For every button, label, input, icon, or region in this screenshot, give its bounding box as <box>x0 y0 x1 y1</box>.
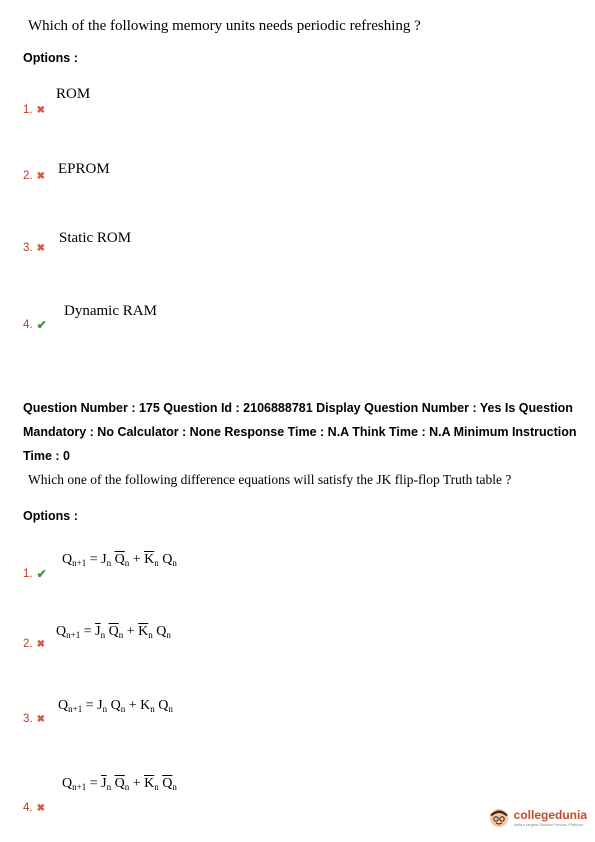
q1-option-3-text: Static ROM <box>59 230 132 246</box>
collegedunia-logo <box>488 806 587 828</box>
question-meta <box>23 396 583 468</box>
eq-plus: + <box>126 624 135 639</box>
eq-symbol: J <box>97 698 103 713</box>
q2-option-3-label: 3. <box>23 713 33 725</box>
q1-option-4-text: Dynamic RAM <box>64 303 157 319</box>
eq-sign: = <box>89 776 98 791</box>
q2-option-2-equation <box>56 624 171 640</box>
eq-plus: + <box>132 552 141 567</box>
q1-option-1-text: ROM <box>56 86 91 102</box>
eq-symbol: Q <box>162 552 173 567</box>
eq-symbol: J <box>101 552 107 567</box>
question-2-text: Which one of the following difference equations will satisfy the JK flip-flop Truth table ? <box>28 472 512 487</box>
eq-symbol-bar: $\overline{Q}$ <box>108 624 119 639</box>
cross-icon: ✖ <box>36 242 45 254</box>
eq-symbol-bar: $\overline{K}$ <box>144 776 155 791</box>
eq-subscript: n <box>106 782 112 792</box>
logo-name: collegedunia <box>513 807 587 822</box>
q2-option-1-equation <box>62 552 177 568</box>
check-icon: ✔ <box>36 567 47 581</box>
q2-option-4-equation <box>62 776 177 792</box>
eq-sign: = <box>85 698 94 713</box>
eq-subscript: n <box>168 704 173 714</box>
q1-option-1-number <box>23 104 45 116</box>
mascot-icon <box>488 806 510 828</box>
eq-subscript: n <box>154 782 159 792</box>
eq-symbol-bar: $\overline{J}$ <box>101 776 107 791</box>
eq-sign: = <box>89 552 98 567</box>
q2-option-1-label: 1. <box>23 568 33 580</box>
eq-subscript: n <box>150 704 155 714</box>
eq-subscript: n <box>172 558 177 568</box>
q1-option-4-label: 4. <box>23 319 33 331</box>
eq-symbol-bar: $\overline{Q}$ <box>114 776 125 791</box>
eq-symbol: Q <box>110 698 121 713</box>
eq-subscript: n <box>166 630 171 640</box>
eq-symbol: Q <box>58 698 69 713</box>
q1-option-1-label: 1. <box>23 104 33 116</box>
q2-option-4-label: 4. <box>23 802 33 814</box>
eq-subscript: n <box>124 558 130 568</box>
q1-option-2-label: 2. <box>23 170 33 182</box>
eq-subscript: n <box>102 704 108 714</box>
eq-subscript: n <box>118 630 124 640</box>
eq-symbol: Q <box>56 624 67 639</box>
eq-symbol-bar: $\overline{K}$ <box>138 624 149 639</box>
eq-symbol: Q <box>156 624 167 639</box>
eq-symbol-bar: $\overline{Q}$ <box>162 776 173 791</box>
options-label-2: Options : <box>23 509 78 523</box>
cross-icon: ✖ <box>36 104 45 116</box>
eq-sign: = <box>83 624 92 639</box>
eq-symbol: Q <box>158 698 169 713</box>
eq-subscript: n+1 <box>66 630 81 640</box>
cross-icon: ✖ <box>36 802 45 814</box>
eq-subscript: n+1 <box>68 704 83 714</box>
eq-subscript: n <box>148 630 153 640</box>
eq-symbol-bar: $\overline{Q}$ <box>114 552 125 567</box>
eq-subscript: n <box>120 704 126 714</box>
q1-option-3-label: 3. <box>23 242 33 254</box>
check-icon: ✔ <box>36 318 47 332</box>
eq-subscript: n <box>172 782 177 792</box>
q1-option-3-number <box>23 242 45 254</box>
eq-subscript: n <box>124 782 130 792</box>
eq-plus: + <box>128 698 137 713</box>
eq-symbol: Q <box>62 776 73 791</box>
meta-line-1: Question Number : 175 Question Id : 2106888781 Display Question Number : Yes Is Question <box>23 401 573 415</box>
q1-option-2-number <box>23 170 45 182</box>
cross-icon: ✖ <box>36 170 45 182</box>
q2-option-1-number <box>23 567 47 581</box>
eq-symbol: Q <box>62 552 73 567</box>
q1-option-4-number <box>23 318 47 332</box>
q2-option-3-number <box>23 713 45 725</box>
eq-subscript: n+1 <box>72 782 87 792</box>
eq-subscript: n <box>106 558 112 568</box>
logo-tagline: India's largest Student Review Platform <box>513 821 584 827</box>
meta-line-2: Mandatory : No Calculator : None Response Time : N.A Think Time : N.A Minimum Instruction <box>23 425 577 439</box>
meta-line-3: Time : 0 <box>23 449 71 463</box>
cross-icon: ✖ <box>36 638 45 650</box>
question-1-text: Which of the following memory units needs periodic refreshing ? <box>28 18 421 34</box>
eq-subscript: n <box>100 630 106 640</box>
q2-option-2-label: 2. <box>23 638 33 650</box>
cross-icon: ✖ <box>36 713 45 725</box>
q1-option-2-text: EPROM <box>58 161 110 177</box>
q2-option-2-number <box>23 638 45 650</box>
eq-symbol-bar: $\overline{K}$ <box>144 552 155 567</box>
q2-option-3-equation <box>58 698 173 714</box>
eq-symbol: K <box>140 698 151 713</box>
eq-subscript: n+1 <box>72 558 87 568</box>
q2-option-4-number <box>23 802 45 814</box>
logo-text <box>514 808 587 827</box>
eq-symbol-bar: $\overline{J}$ <box>95 624 101 639</box>
eq-subscript: n <box>154 558 159 568</box>
eq-plus: + <box>132 776 141 791</box>
options-label-1: Options : <box>23 51 78 65</box>
